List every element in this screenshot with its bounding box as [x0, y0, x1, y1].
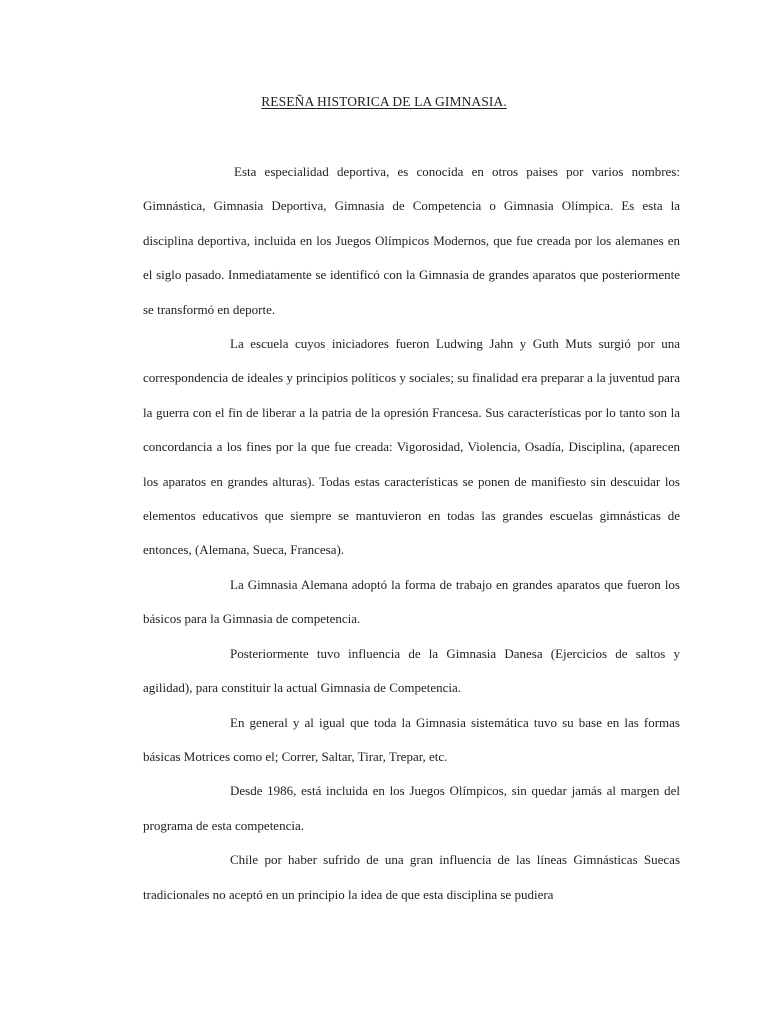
- paragraph-danish-influence: Posteriormente tuvo influencia de la Gimnasia Danesa (Ejercicios de saltos y agilidad), para constituir la actual Gimnasia de Competencia.: [143, 645, 680, 696]
- paragraph-intro: Esta especialidad deportiva, es conocida en otros paises por varios nombres: Gimnástica, Gimnasia Deportiva, Gimnasia de Competencia o Gimnasia Olímpica. Es esta la disciplina deportiva, incluida en los Juegos Olímpicos Modernos, que fue creada por los alemanes en el siglo pasado. Inmediatamente se identificó con la Gimnasia de grandes aparatos que posteriormente se transformó en deporte.: [143, 164, 680, 317]
- paragraph-olympics: Desde 1986, está incluida en los Juegos Olímpicos, sin quedar jamás al margen del programa de esta competencia.: [143, 783, 680, 833]
- paragraph-german-gymnastics: La Gimnasia Alemana adoptó la forma de trabajo en grandes aparatos que fueron los básicos para la Gimnasia de competencia.: [143, 576, 680, 627]
- paragraph-school-origins: La escuela cuyos iniciadores fueron Ludwing Jahn y Guth Muts surgió por una correspondencia de ideales y principios políticos y sociales; su finalidad era preparar a la juventud para la guerra con el fin de liberar a la patria de la opresión Francesa. Sus características por lo tanto son la concordancia a los fines por la que fue creada: Vigorosidad, Violencia, Osadía, Disciplina, (aparecen los aparatos en grandes alturas). Todas estas características se ponen de manifiesto sin descuidar los elementos educativos que siempre se mantuvieron en todas las grandes escuelas gimnásticas de entonces, (Alemana, Sueca, Francesa).: [143, 336, 680, 558]
- document-title-text: RESEÑA HISTORICA DE LA GIMNASIA.: [261, 94, 507, 109]
- document-body: [143, 155, 680, 912]
- document-title: [0, 94, 768, 110]
- paragraph-chile: Chile por haber sufrido de una gran influencia de las líneas Gimnásticas Suecas tradicionales no aceptó en un principio la idea de que esta disciplina se pudiera: [143, 852, 680, 902]
- paragraph-basic-forms: En general y al igual que toda la Gimnasia sistemática tuvo su base en las formas básicas Motrices como el; Correr, Saltar, Tirar, Trepar, etc.: [143, 714, 680, 764]
